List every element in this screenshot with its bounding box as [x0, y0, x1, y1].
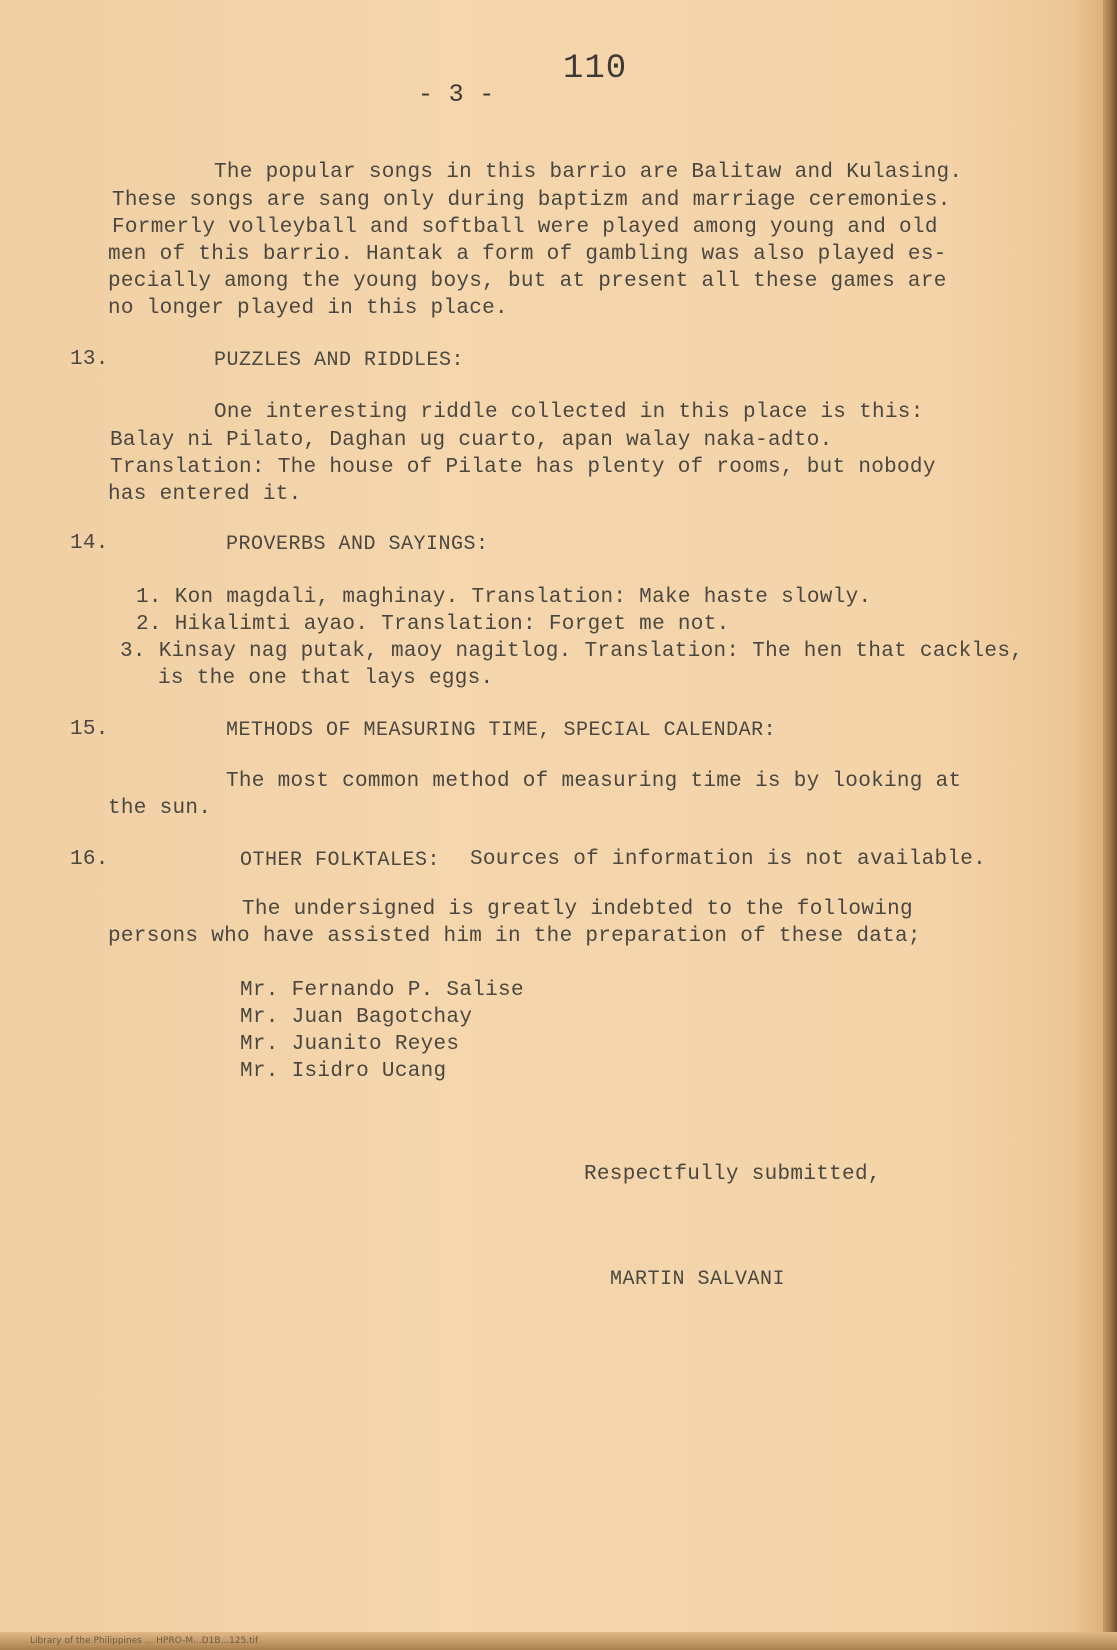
section-line: the sun.: [108, 797, 212, 820]
section-inline-text: Sources of information is not available.: [470, 848, 987, 871]
section-line: The most common method of measuring time is by looking at: [226, 770, 962, 793]
section-heading: METHODS OF MEASURING TIME, SPECIAL CALENDAR:: [226, 719, 777, 742]
acknowledgement-line: The undersigned is greatly indebted to the following: [242, 898, 913, 921]
stamp-number: 110: [563, 50, 628, 88]
acknowledgement-line: persons who have assisted him in the preparation of these data;: [108, 925, 921, 948]
proverb-item: 2. Hikalimti ayao. Translation: Forget me not.: [136, 613, 730, 636]
signature: MARTIN SALVANI: [610, 1268, 786, 1291]
intro-line: no longer played in this place.: [108, 297, 508, 320]
person-name: Mr. Isidro Ucang: [240, 1060, 447, 1083]
proverb-item: 1. Kon magdali, maghinay. Translation: Make haste slowly.: [136, 586, 872, 609]
section-heading: PUZZLES AND RIDDLES:: [214, 349, 465, 372]
section-heading: PROVERBS AND SAYINGS:: [226, 533, 489, 556]
person-name: Mr. Juan Bagotchay: [240, 1006, 473, 1029]
page-edge-right: [1103, 0, 1117, 1650]
proverb-item: is the one that lays eggs.: [158, 667, 494, 690]
intro-line: men of this barrio. Hantak a form of gambling was also played es-: [108, 243, 947, 266]
section-number: 15.: [70, 718, 109, 741]
section-line: has entered it.: [108, 483, 302, 506]
person-name: Mr. Fernando P. Salise: [240, 979, 524, 1002]
section-heading: OTHER FOLKTALES:: [240, 849, 441, 872]
section-line: Balay ni Pilato, Daghan ug cuarto, apan walay naka-adto.: [110, 429, 833, 452]
section-number: 14.: [70, 532, 109, 555]
proverb-item: 3. Kinsay nag putak, maoy nagitlog. Translation: The hen that cackles,: [120, 640, 1024, 663]
section-number: 13.: [70, 348, 109, 371]
scan-footer: Library of the Philippines ... HPRO-M...D1B...125.tif: [30, 1636, 259, 1646]
section-line: Translation: The house of Pilate has plenty of rooms, but nobody: [110, 456, 936, 479]
intro-line: Formerly volleyball and softball were played among young and old: [112, 216, 938, 239]
intro-line: pecially among the young boys, but at present all these games are: [108, 270, 947, 293]
person-name: Mr. Juanito Reyes: [240, 1033, 460, 1056]
closing-text: Respectfully submitted,: [584, 1163, 881, 1186]
page-number: - 3 -: [418, 80, 495, 109]
section-line: One interesting riddle collected in this place is this:: [214, 401, 924, 424]
intro-line: The popular songs in this barrio are Balitaw and Kulasing.: [214, 161, 963, 184]
intro-line: These songs are sang only during baptizm and marriage ceremonies.: [112, 189, 951, 212]
section-number: 16.: [70, 848, 109, 871]
